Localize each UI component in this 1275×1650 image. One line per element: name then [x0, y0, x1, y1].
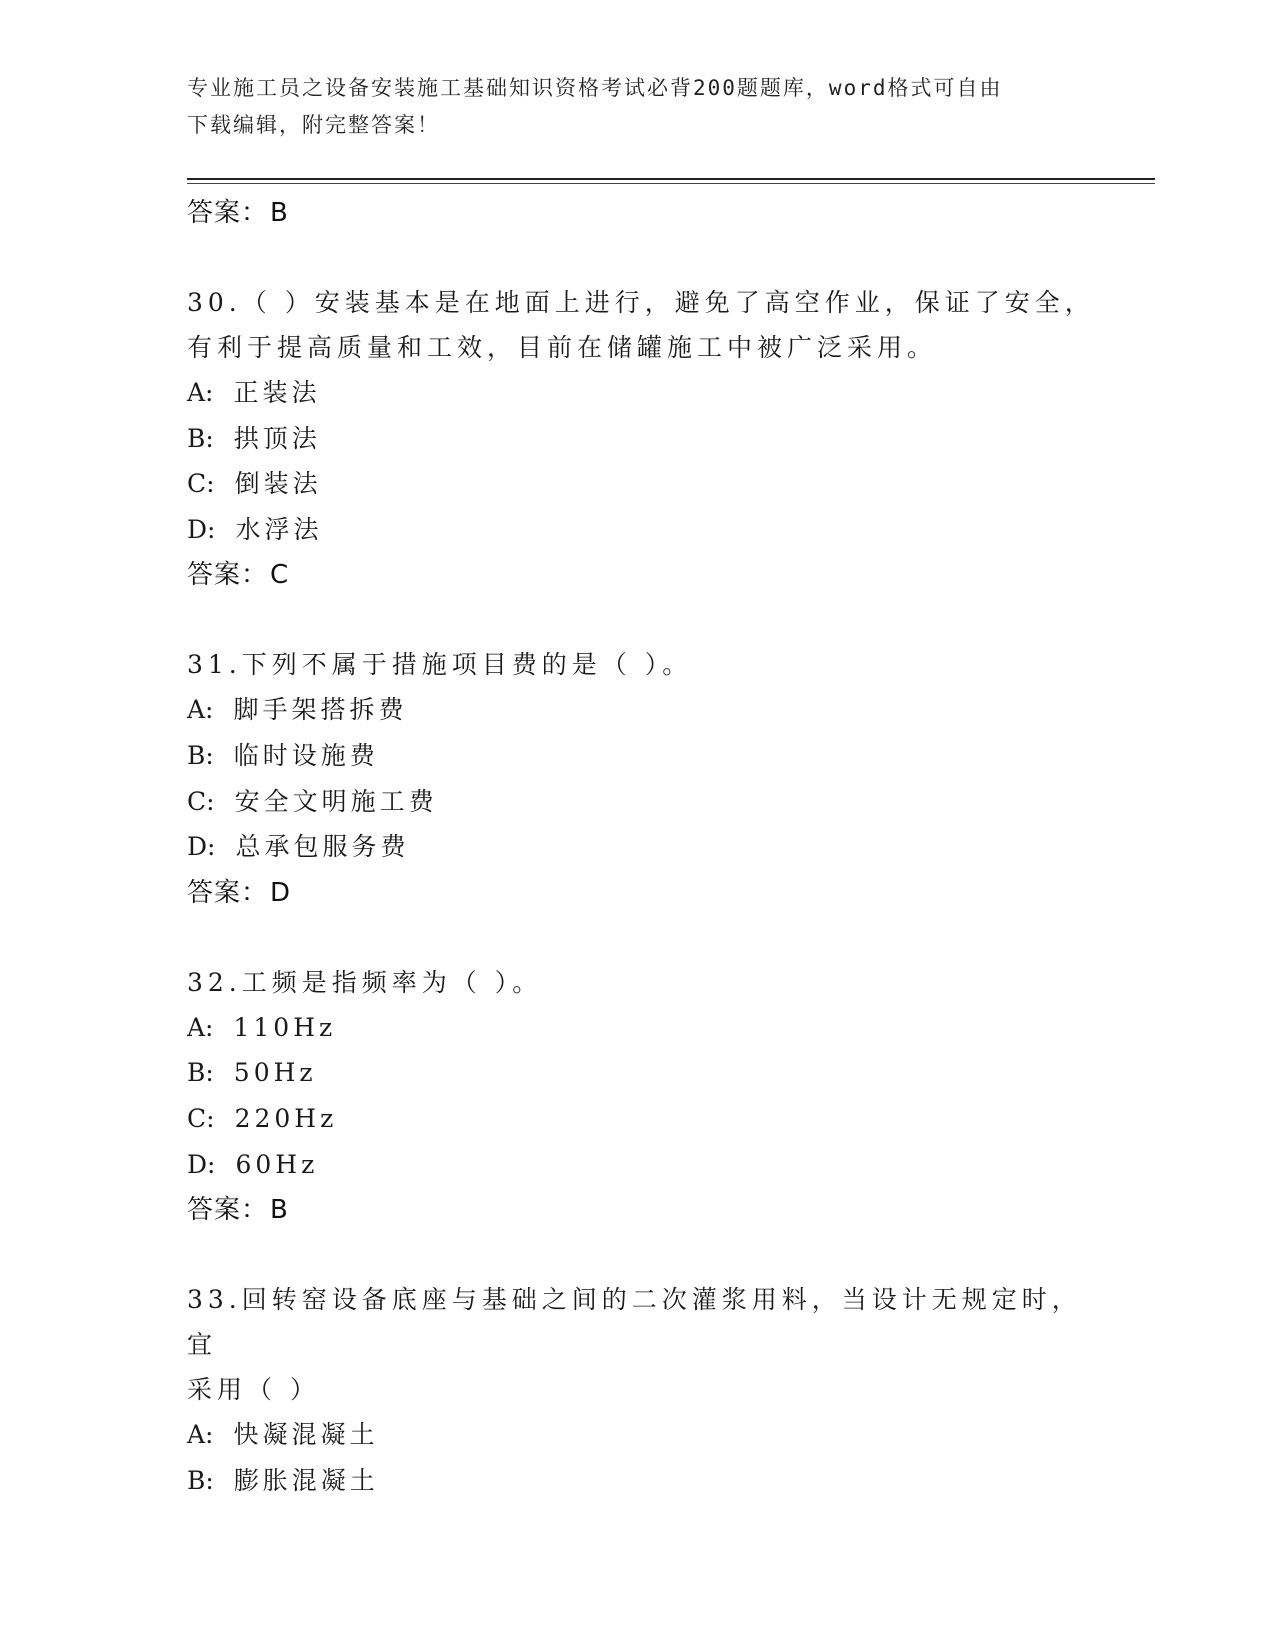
answer-label: 答案：	[187, 1195, 269, 1226]
option-key: A:	[187, 1012, 214, 1042]
question-30	[187, 280, 1107, 598]
option-text: 110Hz	[233, 1012, 337, 1042]
question-text	[187, 960, 1107, 1005]
answer-value: D	[270, 877, 292, 908]
answer-label: 答案：	[187, 560, 269, 591]
option-text: 倒装法	[234, 469, 322, 499]
option-key: A:	[187, 695, 214, 725]
header-line-2: 下载编辑，附完整答案！	[187, 113, 440, 137]
option-key: B:	[187, 1465, 214, 1495]
option-key: D:	[187, 514, 216, 544]
option-key: C:	[187, 469, 215, 499]
option-text: 220Hz	[234, 1103, 338, 1133]
option-text: 60Hz	[235, 1149, 319, 1179]
option-b	[187, 416, 1107, 462]
option-a	[187, 370, 1107, 416]
question-line: 30.（ ）安装基本是在地面上进行，避免了高空作业，保证了安全，	[187, 288, 1095, 317]
option-c	[187, 779, 1107, 825]
option-b	[187, 1458, 1107, 1504]
question-31	[187, 642, 1107, 915]
answer	[187, 1187, 1107, 1233]
option-key: C:	[187, 786, 215, 816]
option-key: B:	[187, 423, 214, 453]
option-text: 正装法	[233, 378, 321, 407]
header-line-1: 专业施工员之设备安装施工基础知识资格考试必背200题题库，word格式可自由	[187, 76, 1003, 100]
option-c	[187, 1096, 1107, 1142]
answer-value: C	[270, 560, 290, 591]
question-line: 采用（ ）	[187, 1375, 320, 1405]
option-text: 安全文明施工费	[234, 786, 438, 816]
option-d	[187, 1142, 1107, 1188]
option-key: D:	[187, 832, 216, 862]
option-text: 快凝混凝土	[233, 1420, 379, 1450]
question-line: 31.下列不属于措施项目费的是（ ）。	[187, 650, 693, 680]
option-d	[187, 507, 1107, 553]
option-key: A:	[187, 1420, 214, 1450]
question-32	[187, 960, 1107, 1233]
option-key: B:	[187, 1058, 214, 1088]
option-a	[187, 687, 1107, 733]
option-c	[187, 461, 1107, 507]
option-key: A:	[187, 378, 214, 407]
question-line: 有利于提高质量和工效，目前在储罐施工中被广泛采用。	[187, 333, 938, 362]
question-line: 32.工频是指频率为（ ）。	[187, 967, 543, 997]
option-a	[187, 1412, 1107, 1458]
option-text: 膨胀混凝土	[233, 1465, 379, 1495]
option-text: 总承包服务费	[235, 832, 410, 862]
answer-label: 答案：	[187, 877, 269, 908]
question-text	[187, 280, 1107, 370]
answer	[187, 552, 1107, 598]
previous-answer	[187, 190, 1107, 236]
option-b	[187, 1050, 1107, 1096]
question-text	[187, 1277, 1107, 1412]
answer-value: B	[270, 198, 289, 228]
answer	[187, 870, 1107, 916]
question-line: 33.回转窑设备底座与基础之间的二次灌浆用料，当设计无规定时，宜	[187, 1285, 1082, 1360]
option-d	[187, 824, 1107, 870]
option-key: C:	[187, 1103, 215, 1133]
question-33	[187, 1277, 1107, 1503]
answer-value: B	[270, 1195, 289, 1226]
option-b	[187, 733, 1107, 779]
header-divider-thin	[187, 183, 1155, 184]
question-text	[187, 642, 1107, 687]
header-divider-thick	[187, 178, 1155, 180]
question-list	[187, 190, 1107, 1503]
option-text: 50Hz	[233, 1058, 317, 1088]
option-key: B:	[187, 740, 214, 770]
answer-label: 答案：	[187, 198, 269, 228]
option-text: 拱顶法	[233, 423, 321, 453]
option-text: 水浮法	[235, 514, 323, 544]
option-text: 脚手架搭拆费	[233, 695, 408, 725]
option-a	[187, 1005, 1107, 1051]
document-header	[187, 70, 1077, 144]
option-text: 临时设施费	[233, 740, 379, 770]
option-key: D:	[187, 1149, 216, 1179]
